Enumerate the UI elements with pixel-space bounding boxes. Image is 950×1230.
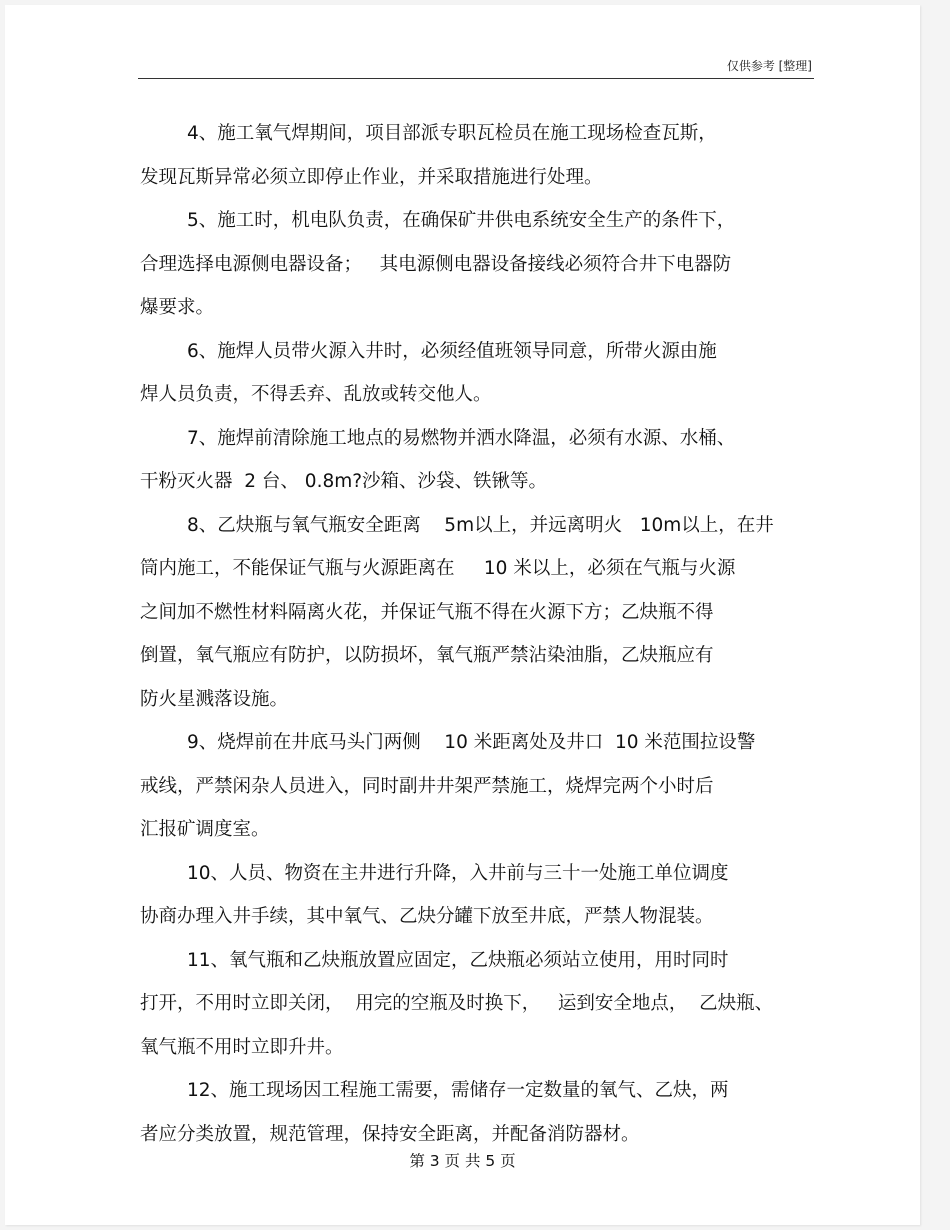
- text-line: 打开，不用时立即关闭， 用完的空瓶及时换下， 运到安全地点， 乙炔瓶、: [140, 993, 774, 1014]
- text-line: 合理选择电源侧电器设备； 其电源侧电器设备接线必须符合井下电器防: [140, 253, 732, 275]
- header-rule: [138, 78, 814, 79]
- text-line: 7、施焊前清除施工地点的易燃物并洒水降温，必须有水源、水桶、: [187, 427, 736, 449]
- text-line: 倒置，氧气瓶应有防护，以防损坏，氧气瓶严禁沾染油脂，乙炔瓶应有: [140, 645, 714, 666]
- text-line: 爆要求。: [140, 297, 215, 318]
- text-line: 协商办理入井手续，其中氧气、乙炔分罐下放至井底，严禁人物混装。: [140, 906, 714, 927]
- text-line: 之间加不燃性材料隔离火花，并保证气瓶不得在火源下方；乙炔瓶不得: [140, 601, 714, 623]
- text-line: 防火星溅落设施。: [140, 688, 289, 710]
- text-line: 6、施焊人员带火源入井时，必须经值班领导同意，所带火源由施: [187, 340, 717, 362]
- body-text: [140, 112, 830, 1156]
- text-line: 氧气瓶不用时立即升井。: [140, 1036, 344, 1058]
- text-line: 汇报矿调度室。: [140, 819, 270, 840]
- text-line: 12、施工现场因工程施工需要，需储存一定数量的氧气、乙炔，两: [187, 1080, 729, 1101]
- text-line: 焊人员负责，不得丢弃、乱放或转交他人。: [140, 384, 492, 405]
- text-line: 筒内施工，不能保证气瓶与火源距离在 10 米以上，必须在气瓶与火源: [140, 558, 736, 579]
- text-line: 11、氧气瓶和乙炔瓶放置应固定，乙炔瓶必须站立使用，用时同时: [187, 949, 729, 971]
- text-line: 9、烧焊前在井底马头门两侧 10 米距离处及井口 10 米范围拉设警: [187, 732, 756, 753]
- header-note: 仅供参考 [整理]: [726, 59, 812, 73]
- text-line: 者应分类放置，规范管理，保持安全距离，并配备消防器材。: [140, 1123, 640, 1145]
- text-line: 戒线，严禁闲杂人员进入，同时副井井架严禁施工，烧焊完两个小时后: [140, 775, 714, 797]
- text-line: 5、施工时，机电队负责，在确保矿井供电系统安全生产的条件下，: [187, 210, 736, 231]
- text-line: 干粉灭火器 2 台、 0.8m?沙箱、沙袋、铁锹等。: [140, 471, 548, 492]
- document-page: [5, 5, 920, 1225]
- text-line: 发现瓦斯异常必须立即停止作业，并采取措施进行处理。: [140, 166, 603, 188]
- page-number: 第 3 页 共 5 页: [409, 1152, 516, 1170]
- text-line: 10、人员、物资在主井进行升降，入井前与三十一处施工单位调度: [187, 862, 729, 884]
- text-line: 4、施工氧气焊期间，项目部派专职瓦检员在施工现场检查瓦斯，: [187, 123, 717, 144]
- text-line: 8、乙炔瓶与氧气瓶安全距离 5m以上，并远离明火 10m以上，在井: [187, 514, 774, 536]
